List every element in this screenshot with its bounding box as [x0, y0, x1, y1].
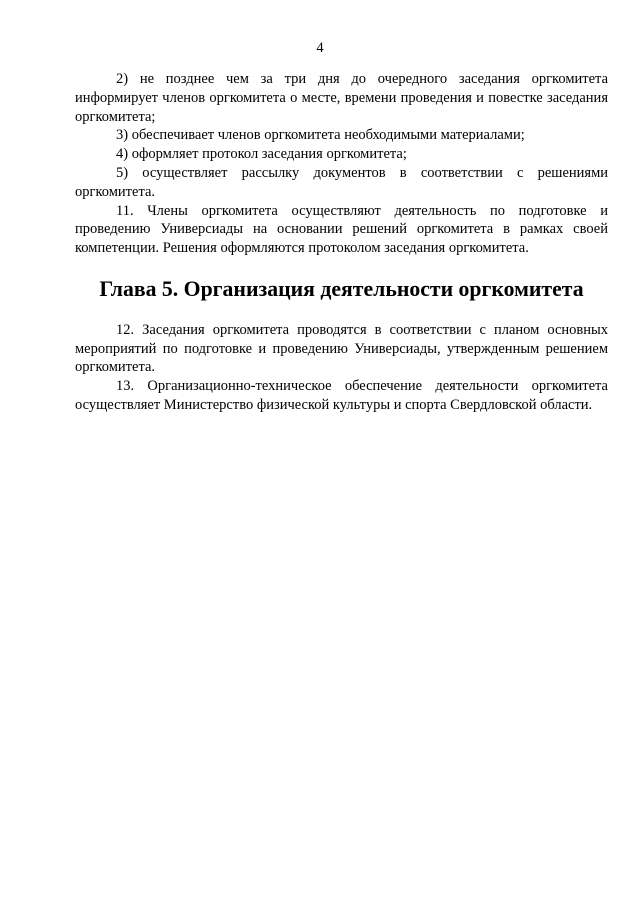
chapter-heading: Глава 5. Организация деятельности оргкомитета — [99, 276, 584, 301]
paragraph-clause-12: 12. Заседания оргкомитета проводятся в соответствии с планом основных мероприятий по подготовке и проведению Универсиады, утвержденным решением оргкомитета. — [75, 321, 608, 376]
paragraph-item-2: 2) не позднее чем за три дня до очередного заседания оргкомитета информирует членов оргкомитета о месте, времени проведения и повестке заседания оргкомитета; — [75, 71, 608, 125]
document-body — [75, 70, 608, 415]
paragraph-clause-13: 13. Организационно-техническое обеспечение деятельности оргкомитета осуществляет Министерство физической культуры и спорта Свердловской области. — [75, 378, 608, 413]
paragraph-clause-11: 11. Члены оргкомитета осуществляют деятельность по подготовке и проведению Универсиады на основании решений оргкомитета в рамках своей компетенции. Решения оформляются протоколом заседания оргкомитета. — [75, 202, 608, 257]
paragraph-item-4: 4) оформляет протокол заседания оргкомитета; — [116, 146, 407, 163]
page-number: 4 — [316, 40, 324, 56]
paragraph-item-3: 3) обеспечивает членов оргкомитета необходимыми материалами; — [116, 127, 525, 144]
paragraph-item-5: 5) осуществляет рассылку документов в соответствии с решениями оргкомитета. — [75, 164, 608, 200]
